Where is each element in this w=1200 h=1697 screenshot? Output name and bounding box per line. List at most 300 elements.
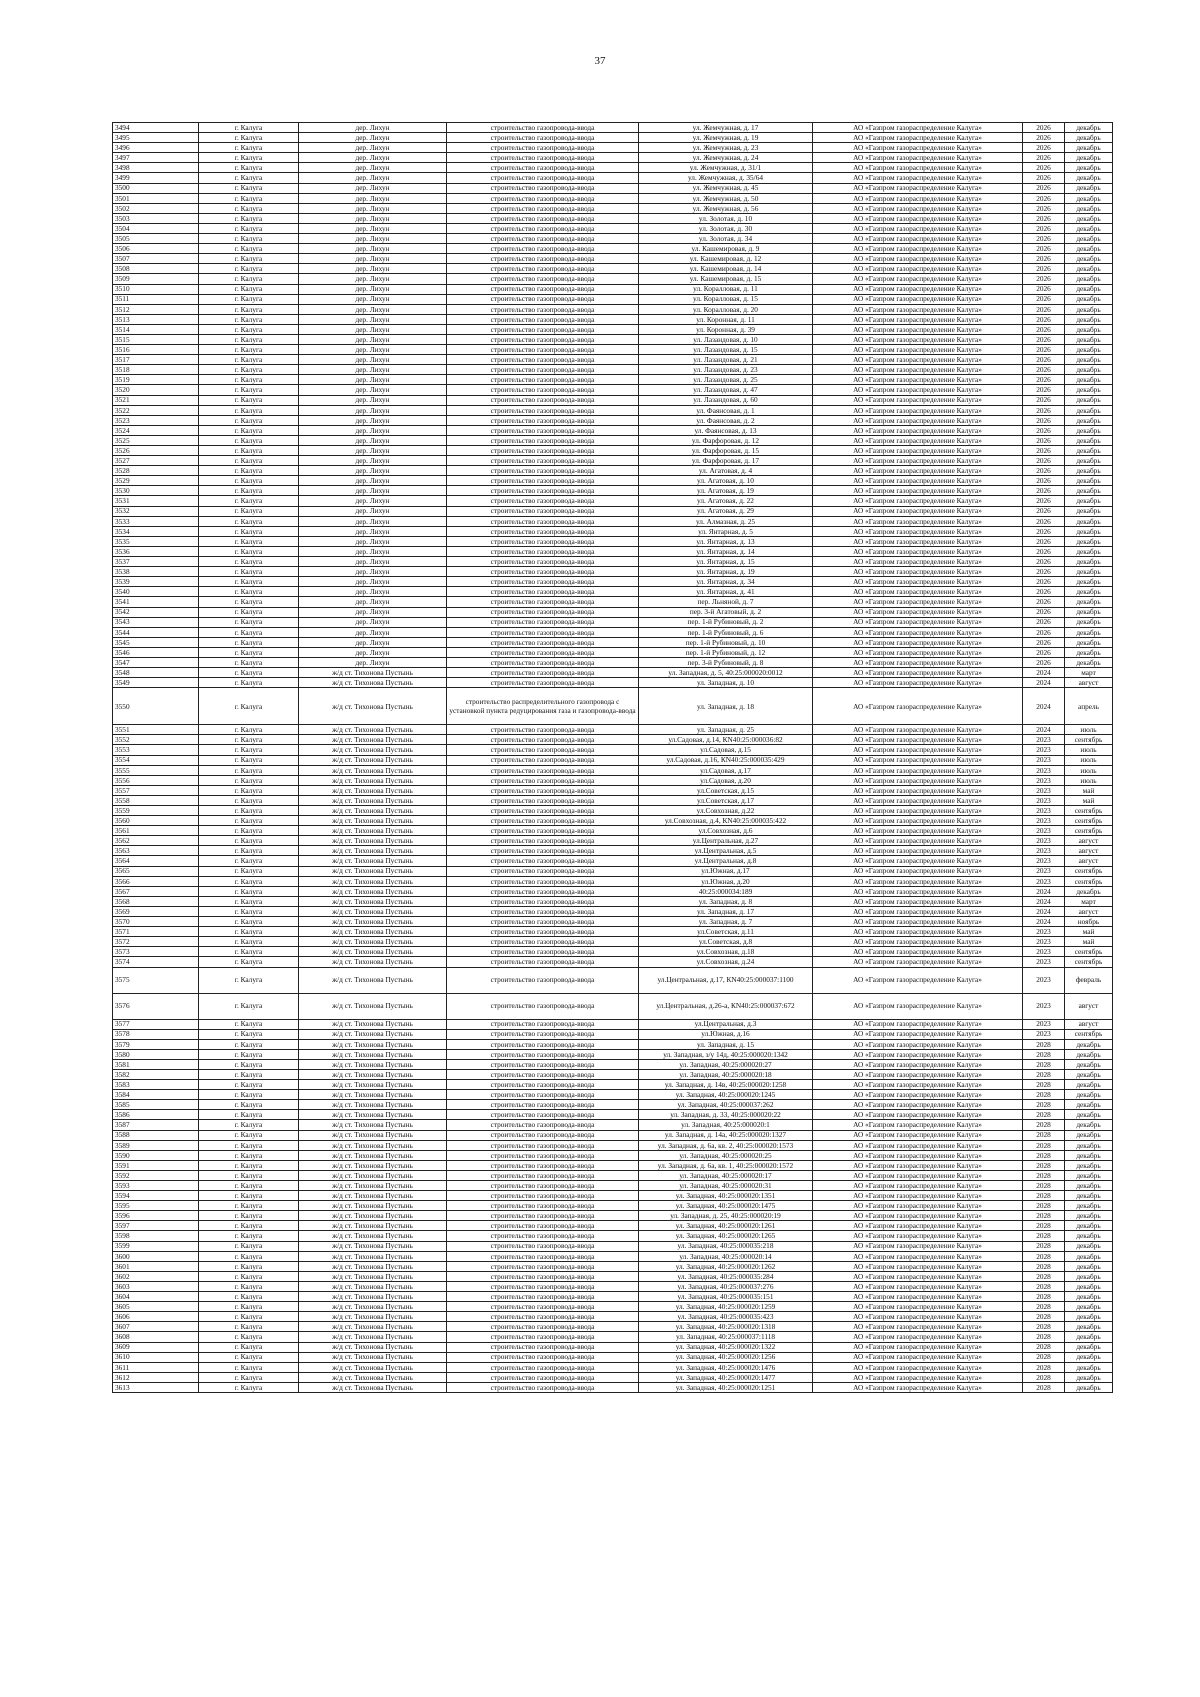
month-cell: декабрь	[1065, 1100, 1113, 1110]
table-row	[113, 1120, 1113, 1130]
year-cell: 2026	[1023, 446, 1065, 456]
table-row	[113, 435, 1113, 445]
address-cell: ул. Золотая, д. 10	[639, 213, 813, 223]
work-type-cell: строительство газопровода-ввода	[447, 597, 639, 607]
city-cell: г. Калуга	[199, 1160, 299, 1170]
month-cell: декабрь	[1065, 1241, 1113, 1251]
address-cell: ул. Фарфоровая, д. 12	[639, 435, 813, 445]
city-cell: г. Калуга	[199, 496, 299, 506]
city-cell: г. Калуга	[199, 1100, 299, 1110]
organization-cell: АО «Газпром газораспределение Калуга»	[813, 223, 1023, 233]
table-row	[113, 657, 1113, 667]
table-row	[113, 647, 1113, 657]
locality-cell: ж/д ст. Тихонова Пустынь	[299, 886, 447, 896]
locality-cell: ж/д ст. Тихонова Пустынь	[299, 1322, 447, 1332]
address-cell: ул.Садовая, д.14, КN40:25:000036:82	[639, 735, 813, 745]
city-cell: г. Калуга	[199, 536, 299, 546]
year-cell: 2028	[1023, 1140, 1065, 1150]
locality-cell: дер. Лихун	[299, 345, 447, 355]
month-cell: июль	[1065, 775, 1113, 785]
year-cell: 2026	[1023, 647, 1065, 657]
month-cell: март	[1065, 896, 1113, 906]
city-cell: г. Калуга	[199, 826, 299, 836]
work-type-cell: строительство газопровода-ввода	[447, 866, 639, 876]
year-cell: 2026	[1023, 607, 1065, 617]
month-cell: декабрь	[1065, 1322, 1113, 1332]
year-cell: 2026	[1023, 294, 1065, 304]
row-number: 3512	[113, 304, 199, 314]
table-row	[113, 755, 1113, 765]
organization-cell: АО «Газпром газораспределение Калуга»	[813, 816, 1023, 826]
work-type-cell: строительство газопровода-ввода	[447, 755, 639, 765]
work-type-cell: строительство газопровода-ввода	[447, 1352, 639, 1362]
year-cell: 2023	[1023, 876, 1065, 886]
address-cell: пер. 3-й Рубиновый, д. 8	[639, 657, 813, 667]
month-cell: декабрь	[1065, 1352, 1113, 1362]
row-number: 3495	[113, 133, 199, 143]
work-type-cell: строительство газопровода-ввода	[447, 1322, 639, 1332]
city-cell: г. Калуга	[199, 385, 299, 395]
table-row	[113, 1302, 1113, 1312]
year-cell: 2026	[1023, 516, 1065, 526]
table-row	[113, 826, 1113, 836]
work-type-cell: строительство газопровода-ввода	[447, 486, 639, 496]
address-cell: ул. Западная, д. 14в, 40:25:000020:1258	[639, 1080, 813, 1090]
year-cell: 2026	[1023, 123, 1065, 133]
locality-cell: дер. Лихун	[299, 375, 447, 385]
month-cell: декабрь	[1065, 1292, 1113, 1302]
address-cell: ул.Советская, д.11	[639, 927, 813, 937]
year-cell: 2028	[1023, 1231, 1065, 1241]
address-cell: пер. 1-й Рубиновый, д. 2	[639, 617, 813, 627]
organization-cell: АО «Газпром газораспределение Калуга»	[813, 1019, 1023, 1029]
locality-cell: дер. Лихун	[299, 536, 447, 546]
organization-cell: АО «Газпром газораспределение Калуга»	[813, 617, 1023, 627]
address-cell: ул. Западная, д. 6а, кв. 1, 40:25:000020:1572	[639, 1160, 813, 1170]
city-cell: г. Калуга	[199, 1140, 299, 1150]
table-row	[113, 345, 1113, 355]
table-row	[113, 1211, 1113, 1221]
year-cell: 2028	[1023, 1332, 1065, 1342]
row-number: 3504	[113, 223, 199, 233]
row-number: 3506	[113, 244, 199, 254]
work-type-cell: строительство газопровода-ввода	[447, 846, 639, 856]
work-type-cell: строительство газопровода-ввода	[447, 1312, 639, 1322]
year-cell: 2026	[1023, 456, 1065, 466]
year-cell: 2026	[1023, 284, 1065, 294]
table-row	[113, 1332, 1113, 1342]
work-type-cell: строительство газопровода-ввода	[447, 284, 639, 294]
table-row	[113, 577, 1113, 587]
month-cell: декабрь	[1065, 193, 1113, 203]
month-cell: декабрь	[1065, 183, 1113, 193]
year-cell: 2026	[1023, 324, 1065, 334]
month-cell: август	[1065, 846, 1113, 856]
address-cell: пер. 1-й Рубиновый, д. 10	[639, 637, 813, 647]
month-cell: декабрь	[1065, 213, 1113, 223]
table-row	[113, 284, 1113, 294]
month-cell: декабрь	[1065, 1039, 1113, 1049]
city-cell: г. Калуга	[199, 816, 299, 826]
table-row	[113, 947, 1113, 957]
table-body	[113, 123, 1113, 1393]
row-number: 3576	[113, 993, 199, 1019]
organization-cell: АО «Газпром газораспределение Калуга»	[813, 637, 1023, 647]
table-row	[113, 1029, 1113, 1039]
year-cell: 2026	[1023, 536, 1065, 546]
address-cell: ул. Западная, 40:25:000020:31	[639, 1181, 813, 1191]
locality-cell: ж/д ст. Тихонова Пустынь	[299, 765, 447, 775]
table-row	[113, 775, 1113, 785]
table-row	[113, 496, 1113, 506]
table-row	[113, 526, 1113, 536]
work-type-cell: строительство газопровода-ввода	[447, 1372, 639, 1382]
city-cell: г. Калуга	[199, 637, 299, 647]
year-cell: 2023	[1023, 993, 1065, 1019]
month-cell: май	[1065, 785, 1113, 795]
row-number: 3605	[113, 1302, 199, 1312]
address-cell: ул. Агатовая, д. 10	[639, 476, 813, 486]
work-type-cell: строительство газопровода-ввода	[447, 526, 639, 536]
year-cell: 2026	[1023, 506, 1065, 516]
year-cell: 2028	[1023, 1292, 1065, 1302]
work-type-cell: строительство газопровода-ввода	[447, 725, 639, 735]
work-type-cell: строительство газопровода-ввода	[447, 1261, 639, 1271]
organization-cell: АО «Газпром газораспределение Калуга»	[813, 244, 1023, 254]
address-cell: ул.Совхозная, д.22	[639, 806, 813, 816]
city-cell: г. Калуга	[199, 1261, 299, 1271]
organization-cell: АО «Газпром газораспределение Калуга»	[813, 365, 1023, 375]
work-type-cell: строительство газопровода-ввода	[447, 1110, 639, 1120]
table-row	[113, 536, 1113, 546]
row-number: 3553	[113, 745, 199, 755]
organization-cell: АО «Газпром газораспределение Калуга»	[813, 1150, 1023, 1160]
city-cell: г. Калуга	[199, 526, 299, 536]
organization-cell: АО «Газпром газораспределение Калуга»	[813, 1241, 1023, 1251]
city-cell: г. Калуга	[199, 254, 299, 264]
year-cell: 2026	[1023, 375, 1065, 385]
address-cell: ул. Западная, 40:25:000020:25	[639, 1150, 813, 1160]
month-cell: декабрь	[1065, 577, 1113, 587]
address-cell: ул.Центральная, д.3	[639, 1019, 813, 1029]
table-row	[113, 314, 1113, 324]
row-number: 3584	[113, 1090, 199, 1100]
address-cell: ул. Кашемировая, д. 12	[639, 254, 813, 264]
organization-cell: АО «Газпром газораспределение Калуга»	[813, 486, 1023, 496]
address-cell: ул.Садовая, д.17	[639, 765, 813, 775]
locality-cell: дер. Лихун	[299, 516, 447, 526]
address-cell: ул. Западная, 40:25:000020:18	[639, 1069, 813, 1079]
address-cell: ул. Лазандовая, д. 25	[639, 375, 813, 385]
work-type-cell: строительство газопровода-ввода	[447, 557, 639, 567]
locality-cell: дер. Лихун	[299, 143, 447, 153]
city-cell: г. Калуга	[199, 405, 299, 415]
work-type-cell: строительство газопровода-ввода	[447, 1059, 639, 1069]
month-cell: декабрь	[1065, 1221, 1113, 1231]
row-number: 3521	[113, 395, 199, 405]
organization-cell: АО «Газпром газораспределение Калуга»	[813, 906, 1023, 916]
locality-cell: ж/д ст. Тихонова Пустынь	[299, 785, 447, 795]
year-cell: 2026	[1023, 355, 1065, 365]
organization-cell: АО «Газпром газораспределение Калуга»	[813, 775, 1023, 785]
year-cell: 2026	[1023, 223, 1065, 233]
address-cell: ул.Центральная, д.27	[639, 836, 813, 846]
organization-cell: АО «Газпром газораспределение Калуга»	[813, 324, 1023, 334]
row-number: 3567	[113, 886, 199, 896]
address-cell: пер. 1-й Рубиновый, д. 6	[639, 627, 813, 637]
month-cell: декабрь	[1065, 314, 1113, 324]
address-cell: ул. Кашемировая, д. 15	[639, 274, 813, 284]
work-type-cell: строительство газопровода-ввода	[447, 244, 639, 254]
organization-cell: АО «Газпром газораспределение Калуга»	[813, 254, 1023, 264]
row-number: 3533	[113, 516, 199, 526]
work-type-cell: строительство газопровода-ввода	[447, 927, 639, 937]
city-cell: г. Калуга	[199, 1352, 299, 1362]
locality-cell: дер. Лихун	[299, 435, 447, 445]
table-row	[113, 1130, 1113, 1140]
address-cell: ул. Кашемировая, д. 14	[639, 264, 813, 274]
month-cell: декабрь	[1065, 456, 1113, 466]
locality-cell: дер. Лихун	[299, 133, 447, 143]
organization-cell: АО «Газпром газораспределение Калуга»	[813, 425, 1023, 435]
locality-cell: ж/д ст. Тихонова Пустынь	[299, 1312, 447, 1322]
work-type-cell: строительство газопровода-ввода	[447, 657, 639, 667]
address-cell: ул. Западная, 40:25:000037:276	[639, 1281, 813, 1291]
organization-cell: АО «Газпром газораспределение Калуга»	[813, 1372, 1023, 1382]
city-cell: г. Калуга	[199, 917, 299, 927]
month-cell: сентябрь	[1065, 735, 1113, 745]
month-cell: сентябрь	[1065, 816, 1113, 826]
locality-cell: ж/д ст. Тихонова Пустынь	[299, 1160, 447, 1170]
month-cell: декабрь	[1065, 375, 1113, 385]
table-row	[113, 1069, 1113, 1079]
city-cell: г. Калуга	[199, 1110, 299, 1120]
locality-cell: ж/д ст. Тихонова Пустынь	[299, 1170, 447, 1180]
locality-cell: дер. Лихун	[299, 466, 447, 476]
year-cell: 2028	[1023, 1150, 1065, 1160]
row-number: 3612	[113, 1372, 199, 1382]
row-number: 3560	[113, 816, 199, 826]
year-cell: 2028	[1023, 1080, 1065, 1090]
city-cell: г. Калуга	[199, 785, 299, 795]
table-row	[113, 163, 1113, 173]
address-cell: ул. Западная, д. 6а, кв. 2, 40:25:000020:1573	[639, 1140, 813, 1150]
locality-cell: ж/д ст. Тихонова Пустынь	[299, 1271, 447, 1281]
locality-cell: ж/д ст. Тихонова Пустынь	[299, 1130, 447, 1140]
work-type-cell: строительство газопровода-ввода	[447, 775, 639, 785]
work-type-cell: строительство газопровода-ввода	[447, 274, 639, 284]
organization-cell: АО «Газпром газораспределение Калуга»	[813, 806, 1023, 816]
city-cell: г. Калуга	[199, 446, 299, 456]
table-row	[113, 446, 1113, 456]
organization-cell: АО «Газпром газораспределение Калуга»	[813, 755, 1023, 765]
city-cell: г. Калуга	[199, 866, 299, 876]
row-number: 3575	[113, 967, 199, 993]
address-cell: ул. Янтарная, д. 14	[639, 546, 813, 556]
organization-cell: АО «Газпром газораспределение Калуга»	[813, 446, 1023, 456]
work-type-cell: строительство газопровода-ввода	[447, 1362, 639, 1372]
organization-cell: АО «Газпром газораспределение Калуга»	[813, 1130, 1023, 1140]
month-cell: декабрь	[1065, 1090, 1113, 1100]
work-type-cell: строительство газопровода-ввода	[447, 1090, 639, 1100]
organization-cell: АО «Газпром газораспределение Калуга»	[813, 1029, 1023, 1039]
organization-cell: АО «Газпром газораспределение Калуга»	[813, 506, 1023, 516]
row-number: 3613	[113, 1382, 199, 1392]
organization-cell: АО «Газпром газораспределение Калуга»	[813, 1110, 1023, 1120]
year-cell: 2028	[1023, 1090, 1065, 1100]
organization-cell: АО «Газпром газораспределение Калуга»	[813, 1160, 1023, 1170]
city-cell: г. Калуга	[199, 627, 299, 637]
month-cell: декабрь	[1065, 304, 1113, 314]
work-type-cell: строительство газопровода-ввода	[447, 456, 639, 466]
address-cell: ул. Западная, 40:25:000020:1476	[639, 1362, 813, 1372]
table-row	[113, 264, 1113, 274]
row-number: 3608	[113, 1332, 199, 1342]
work-type-cell: строительство газопровода-ввода	[447, 886, 639, 896]
year-cell: 2026	[1023, 345, 1065, 355]
year-cell: 2024	[1023, 906, 1065, 916]
table-row	[113, 506, 1113, 516]
work-type-cell: строительство газопровода-ввода	[447, 506, 639, 516]
address-cell: ул. Жемчужная, д. 50	[639, 193, 813, 203]
address-cell: ул.Садовая, д.15	[639, 745, 813, 755]
locality-cell: ж/д ст. Тихонова Пустынь	[299, 1140, 447, 1150]
work-type-cell: строительство газопровода-ввода	[447, 1150, 639, 1160]
city-cell: г. Калуга	[199, 587, 299, 597]
table-row	[113, 193, 1113, 203]
row-number: 3494	[113, 123, 199, 133]
row-number: 3557	[113, 785, 199, 795]
month-cell: сентябрь	[1065, 826, 1113, 836]
work-type-cell: строительство газопровода-ввода	[447, 516, 639, 526]
organization-cell: АО «Газпром газораспределение Калуга»	[813, 947, 1023, 957]
organization-cell: АО «Газпром газораспределение Калуга»	[813, 1039, 1023, 1049]
work-type-cell: строительство газопровода-ввода	[447, 143, 639, 153]
year-cell: 2026	[1023, 567, 1065, 577]
row-number: 3542	[113, 607, 199, 617]
address-cell: ул. Западная, 40:25:000035:151	[639, 1292, 813, 1302]
city-cell: г. Калуга	[199, 765, 299, 775]
month-cell: декабрь	[1065, 1080, 1113, 1090]
table-row	[113, 1019, 1113, 1029]
city-cell: г. Калуга	[199, 1029, 299, 1039]
month-cell: декабрь	[1065, 405, 1113, 415]
organization-cell: АО «Газпром газораспределение Калуга»	[813, 1251, 1023, 1261]
month-cell: декабрь	[1065, 244, 1113, 254]
work-type-cell: строительство газопровода-ввода	[447, 745, 639, 755]
year-cell: 2026	[1023, 334, 1065, 344]
city-cell: г. Калуга	[199, 183, 299, 193]
table-row	[113, 405, 1113, 415]
organization-cell: АО «Газпром газораспределение Калуга»	[813, 795, 1023, 805]
city-cell: г. Калуга	[199, 876, 299, 886]
organization-cell: АО «Газпром газораспределение Калуга»	[813, 627, 1023, 637]
year-cell: 2023	[1023, 806, 1065, 816]
month-cell: декабрь	[1065, 203, 1113, 213]
month-cell: декабрь	[1065, 627, 1113, 637]
work-type-cell: строительство газопровода-ввода	[447, 324, 639, 334]
year-cell: 2026	[1023, 476, 1065, 486]
month-cell: декабрь	[1065, 1332, 1113, 1342]
work-type-cell: строительство газопровода-ввода	[447, 1100, 639, 1110]
address-cell: пер. 1-й Рубиновый, д. 12	[639, 647, 813, 657]
organization-cell: АО «Газпром газораспределение Калуга»	[813, 274, 1023, 284]
month-cell: декабрь	[1065, 324, 1113, 334]
work-type-cell: строительство газопровода-ввода	[447, 345, 639, 355]
year-cell: 2023	[1023, 856, 1065, 866]
city-cell: г. Калуга	[199, 1090, 299, 1100]
city-cell: г. Калуга	[199, 213, 299, 223]
address-cell: ул. Западная, з/у 14д, 40:25:000020:1342	[639, 1049, 813, 1059]
organization-cell: АО «Газпром газораспределение Калуга»	[813, 688, 1023, 725]
address-cell: ул. Агатовая, д. 19	[639, 486, 813, 496]
address-cell: ул. Агатовая, д. 22	[639, 496, 813, 506]
city-cell: г. Калуга	[199, 1080, 299, 1090]
work-type-cell: строительство газопровода-ввода	[447, 765, 639, 775]
organization-cell: АО «Газпром газораспределение Калуга»	[813, 375, 1023, 385]
city-cell: г. Калуга	[199, 846, 299, 856]
row-number: 3550	[113, 688, 199, 725]
city-cell: г. Калуга	[199, 1130, 299, 1140]
table-row	[113, 334, 1113, 344]
year-cell: 2026	[1023, 163, 1065, 173]
year-cell: 2023	[1023, 846, 1065, 856]
city-cell: г. Калуга	[199, 647, 299, 657]
work-type-cell: строительство газопровода-ввода	[447, 957, 639, 967]
row-number: 3600	[113, 1251, 199, 1261]
locality-cell: ж/д ст. Тихонова Пустынь	[299, 1211, 447, 1221]
table-row	[113, 1170, 1113, 1180]
month-cell: декабрь	[1065, 1312, 1113, 1322]
city-cell: г. Калуга	[199, 1342, 299, 1352]
table-row	[113, 597, 1113, 607]
work-type-cell: строительство газопровода-ввода	[447, 496, 639, 506]
row-number: 3582	[113, 1069, 199, 1079]
work-type-cell: строительство газопровода-ввода	[447, 415, 639, 425]
row-number: 3593	[113, 1181, 199, 1191]
table-row	[113, 223, 1113, 233]
table-row	[113, 906, 1113, 916]
work-type-cell: строительство газопровода-ввода	[447, 435, 639, 445]
work-type-cell: строительство газопровода-ввода	[447, 856, 639, 866]
table-row	[113, 324, 1113, 334]
city-cell: г. Калуга	[199, 163, 299, 173]
table-row	[113, 1110, 1113, 1120]
month-cell: декабрь	[1065, 1201, 1113, 1211]
year-cell: 2026	[1023, 496, 1065, 506]
month-cell: декабрь	[1065, 496, 1113, 506]
year-cell: 2028	[1023, 1241, 1065, 1251]
month-cell: декабрь	[1065, 1170, 1113, 1180]
year-cell: 2026	[1023, 587, 1065, 597]
year-cell: 2024	[1023, 886, 1065, 896]
work-type-cell: строительство газопровода-ввода	[447, 993, 639, 1019]
address-cell: ул.Южная, д.17	[639, 866, 813, 876]
address-cell: ул. Западная, д. 15	[639, 1039, 813, 1049]
locality-cell: дер. Лихун	[299, 183, 447, 193]
row-number: 3535	[113, 536, 199, 546]
year-cell: 2028	[1023, 1130, 1065, 1140]
locality-cell: ж/д ст. Тихонова Пустынь	[299, 1150, 447, 1160]
organization-cell: АО «Газпром газораспределение Калуга»	[813, 1059, 1023, 1069]
address-cell: ул. Западная, 40:25:000020:1475	[639, 1201, 813, 1211]
work-type-cell: строительство газопровода-ввода	[447, 365, 639, 375]
month-cell: декабрь	[1065, 657, 1113, 667]
locality-cell: дер. Лихун	[299, 607, 447, 617]
row-number: 3522	[113, 405, 199, 415]
work-type-cell: строительство газопровода-ввода	[447, 375, 639, 385]
month-cell: июль	[1065, 755, 1113, 765]
